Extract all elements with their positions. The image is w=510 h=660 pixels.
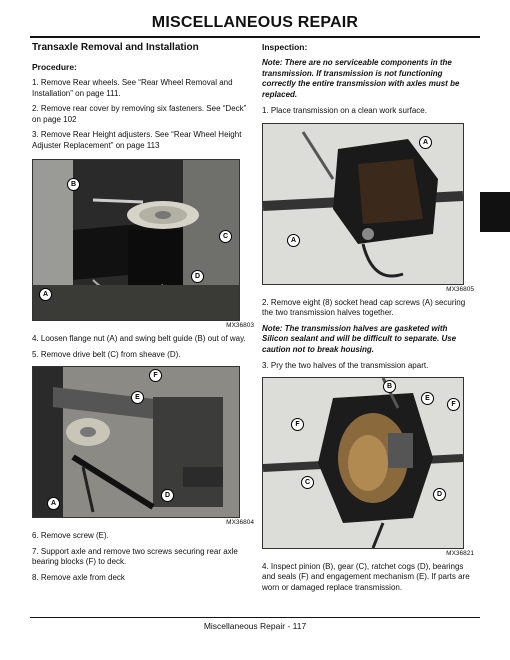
step-text: 6. Remove screw (E). [32,531,109,540]
header-divider [30,36,480,38]
callout-label: B [67,178,80,191]
left-column [32,42,254,588]
step-text: 8. Remove axle from deck [32,572,125,582]
figure-id: MX36805 [446,285,474,293]
figure-transmission-screws-photo [262,123,464,285]
right-column [262,42,474,598]
callout-label: A [419,136,432,149]
figure-transmission-internals-photo [262,377,464,549]
callout-label: F [149,369,162,382]
figure-belt-sheave-photo [32,159,240,321]
step-text: 4. Loosen flange nut (A) and swing belt guide (B) out of way. [32,334,246,343]
step-text: 2. Remove eight (8) socket head cap screws (A) securing the two transmission halves together. [262,297,466,317]
note-text: Note: The transmission halves are gasketed with Silicon sealant and will be difficult to separate. Use caution not to break housing. [262,323,457,354]
figure-id: MX36803 [226,322,254,329]
step-text: 3. Remove Rear Height adjusters. See “Rear Wheel Height Adjuster Replacement” on page 113 [32,130,242,150]
callout-label: C [219,230,232,243]
section-title: Transaxle Removal and Installation [32,42,199,53]
callout-label: C [301,476,314,489]
procedure-heading: Procedure: [32,62,77,72]
step-text: 1. Remove Rear wheels. See “Rear Wheel Removal and Installation” on page 111. [32,78,233,98]
figure-id: MX36804 [226,519,254,526]
note-text: Note: There are no serviceable components in the transmission. If transmission is not functioning correctly the entire transmission with axles must be replaced. [262,58,460,99]
section-tab-marker [480,192,510,232]
figure-id: MX36821 [446,549,474,557]
callout-label: A [287,234,300,247]
callout-label: A [47,497,60,510]
callout-label: D [161,489,174,502]
callout-label: D [433,488,446,501]
callout-label: E [131,391,144,404]
step-text: 2. Remove rear cover by removing six fasteners. See “Deck” on page 102 [32,104,247,124]
page-header-title: MISCELLANEOUS REPAIR [151,14,359,31]
step-text: 5. Remove drive belt (C) from sheave (D). [32,349,181,359]
page-footer: Miscellaneous Repair - 117 [203,621,307,631]
callout-label: D [191,270,204,283]
footer-divider [30,617,480,618]
callout-label: F [447,398,460,411]
callout-label: A [39,288,52,301]
figure-axle-photo [32,366,240,518]
callout-label: E [421,392,434,405]
callout-label: B [383,380,396,393]
inspection-heading: Inspection: [262,42,308,52]
step-text: 1. Place transmission on a clean work surface. [262,106,427,115]
step-text: 4. Inspect pinion (B), gear (C), ratchet cogs (D), bearings and seals (F) and engagement mechanism (E). If parts are worn or damaged replace transmission. [262,561,470,592]
step-text: 7. Support axle and remove two screws securing rear axle bearing blocks (F) to deck. [32,546,238,566]
step-text: 3. Pry the two halves of the transmission apart. [262,361,429,370]
callout-label: F [291,418,304,431]
